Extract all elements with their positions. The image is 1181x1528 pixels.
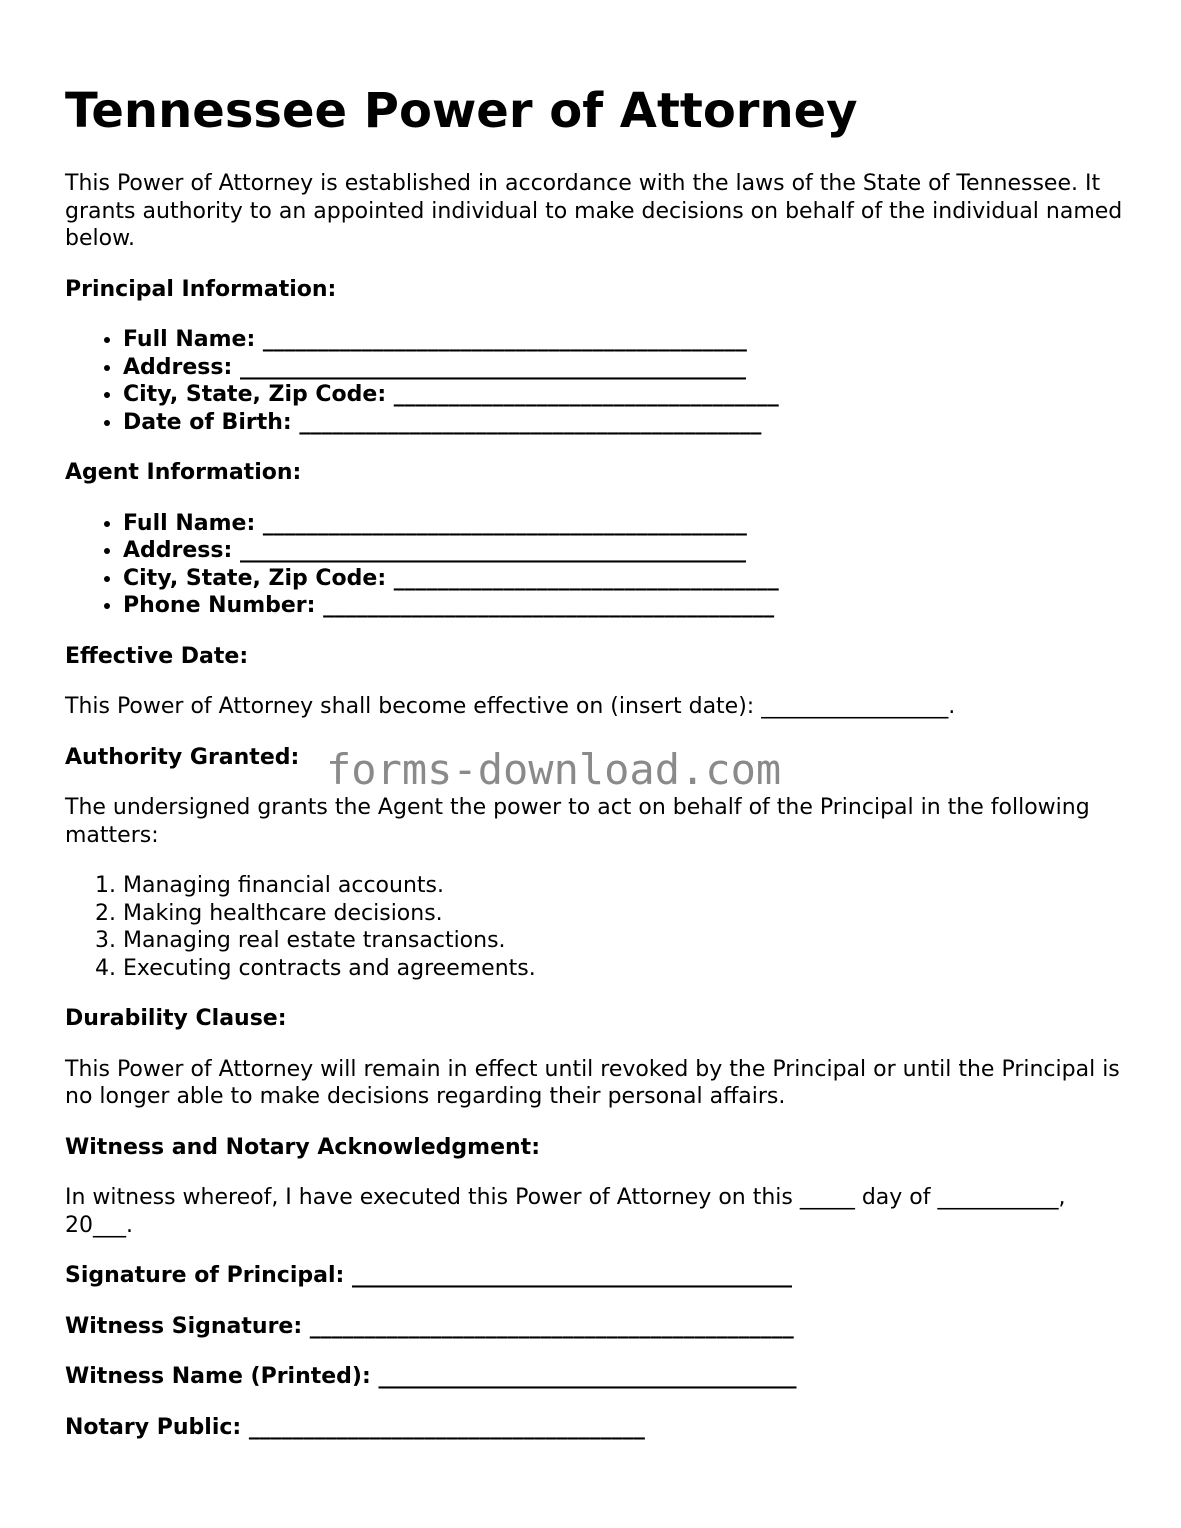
authority-item: 2. Making healthcare decisions. xyxy=(123,900,1125,928)
intro-paragraph: This Power of Attorney is established in accordance with the laws of the State of Tennessee. It grants authority to an appointed individual to make decisions on behalf of the individual named below. xyxy=(65,171,1123,251)
principal-city-state-zip-field: • City, State, Zip Code: ___________________________________ xyxy=(123,381,1125,409)
principal-fields-list xyxy=(65,326,1125,436)
authority-item: 4. Executing contracts and agreements. xyxy=(123,955,1125,983)
witness-paragraph: In witness whereof, I have executed this Power of Attorney on this _____ day of ___________, 20___. xyxy=(65,1185,1066,1238)
authority-paragraph: The undersigned grants the Agent the power to act on behalf of the Principal in the following matters: xyxy=(65,795,1090,848)
principal-signature-line: Signature of Principal: ________________________________________ xyxy=(65,1263,792,1288)
witness-signature-line: Witness Signature: ____________________________________________ xyxy=(65,1313,794,1339)
witness-name-line: Witness Name (Printed): ______________________________________ xyxy=(65,1364,797,1389)
watermark-text: forms-download.com xyxy=(326,745,782,794)
principal-address-field: • Address: ______________________________________________ xyxy=(123,354,1125,382)
agent-full-name-field: • Full Name: ____________________________________________ xyxy=(123,510,1125,538)
document-title: Tennessee Power of Attorney xyxy=(65,83,858,139)
durability-paragraph: This Power of Attorney will remain in effect until revoked by the Principal or until the Principal is no longer able to make decisions regarding their personal affairs. xyxy=(65,1056,1120,1109)
authority-heading: Authority Granted: xyxy=(65,744,300,770)
principal-full-name-field: • Full Name: ____________________________________________ xyxy=(123,326,1125,354)
agent-phone-number-field: • Phone Number: _________________________________________ xyxy=(123,592,1125,620)
agent-heading: Agent Information: xyxy=(65,460,302,485)
agent-city-state-zip-field: • City, State, Zip Code: ___________________________________ xyxy=(123,565,1125,593)
witness-heading: Witness and Notary Acknowledgment: xyxy=(65,1134,540,1160)
principal-date-of-birth-field: • Date of Birth: __________________________________________ xyxy=(123,409,1125,437)
notary-public-line: Notary Public: ____________________________________ xyxy=(65,1414,645,1440)
authority-item: 3. Managing real estate transactions. xyxy=(123,927,1125,955)
authority-item: 1. Managing financial accounts. xyxy=(123,872,1125,900)
effective-date-paragraph: This Power of Attorney shall become effective on (insert date): _________________. xyxy=(65,694,956,719)
authority-list xyxy=(65,872,1125,982)
agent-address-field: • Address: ______________________________________________ xyxy=(123,537,1125,565)
effective-date-heading: Effective Date: xyxy=(65,643,249,669)
principal-heading: Principal Information: xyxy=(65,276,337,302)
agent-fields-list xyxy=(65,510,1125,620)
durability-heading: Durability Clause: xyxy=(65,1006,287,1031)
